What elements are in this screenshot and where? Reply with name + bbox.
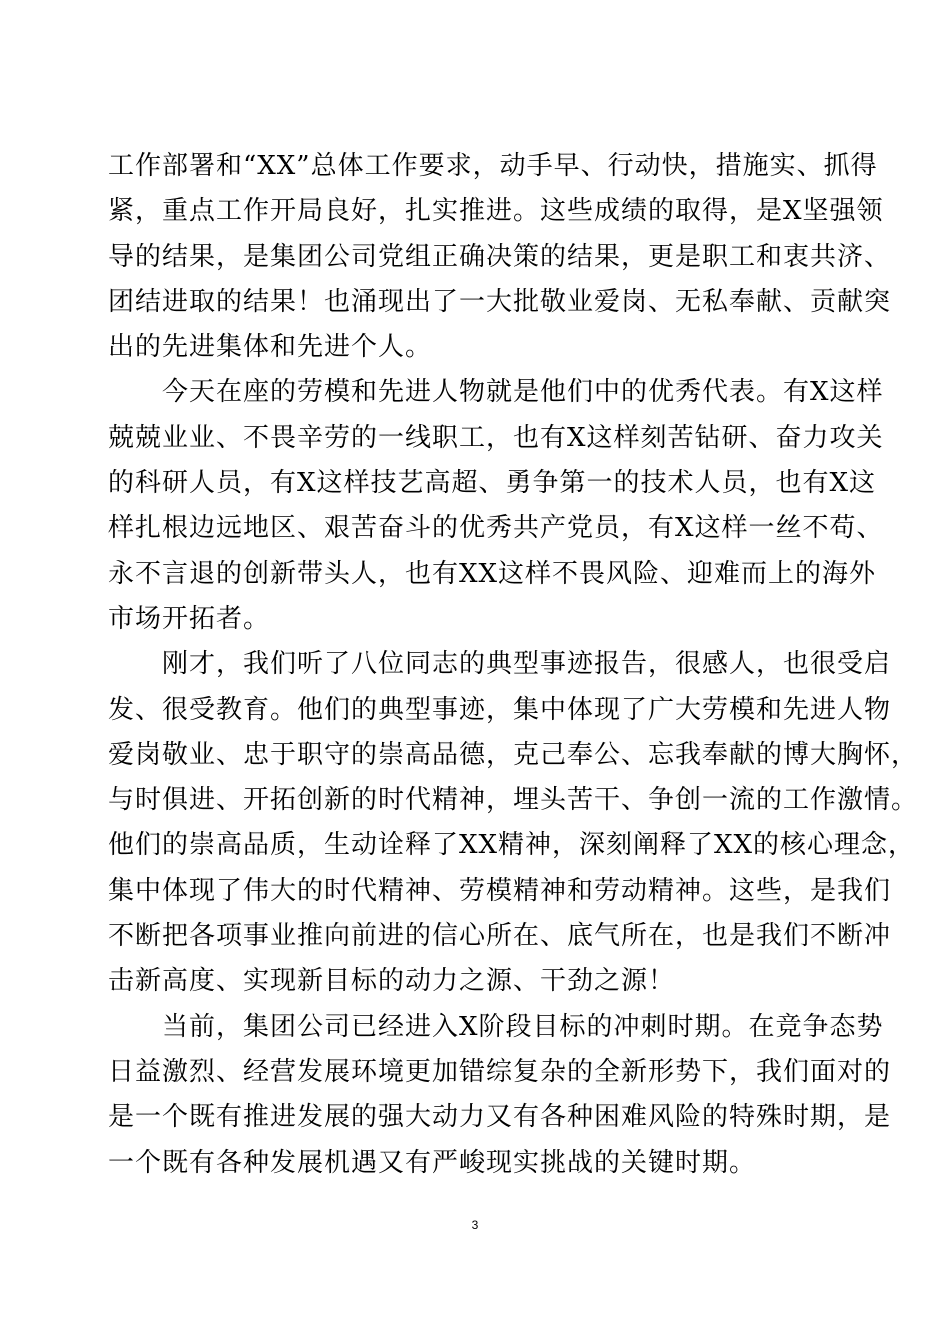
text-line: 导的结果，是集团公司党组正确决策的结果，更是职工和衷共济、 xyxy=(108,241,892,272)
text-line: 集中体现了伟大的时代精神、劳模精神和劳动精神。这些，是我们 xyxy=(108,875,892,906)
paragraph-first-line: 当前，集团公司已经进入X阶段目标的冲刺时期。在竞争态势 xyxy=(162,1011,884,1042)
text-line: 爱岗敬业、忠于职守的崇高品德，克己奉公、忘我奉献的博大胸怀， xyxy=(108,739,919,770)
text-line: 出的先进集体和先进个人。 xyxy=(108,332,433,363)
paragraph-first-line: 今天在座的劳模和先进人物就是他们中的优秀代表。有X这样 xyxy=(162,377,884,408)
text-line: 永不言退的创新带头人，也有XX这样不畏风险、迎难而上的海外 xyxy=(108,558,877,589)
document-body xyxy=(108,144,919,1186)
text-line: 他们的崇高品质，生动诠释了XX精神，深刻阐释了XX的核心理念， xyxy=(108,830,916,861)
text-line: 的科研人员，有X这样技艺高超、勇争第一的技术人员，也有X这 xyxy=(108,468,877,499)
text-line: 击新高度、实现新目标的动力之源、干劲之源！ xyxy=(108,966,676,997)
text-line: 日益激烈、经营发展环境更加错综复杂的全新形势下，我们面对的 xyxy=(108,1056,892,1087)
text-line: 紧，重点工作开局良好，扎实推进。这些成绩的取得，是X坚强领 xyxy=(108,196,884,227)
text-line: 不断把各项事业推向前进的信心所在、底气所在，也是我们不断冲 xyxy=(108,921,892,952)
paragraph-first-line: 刚才，我们听了八位同志的典型事迹报告，很感人，也很受启 xyxy=(162,649,892,680)
text-line: 一个既有各种发展机遇又有严峻现实挑战的关键时期。 xyxy=(108,1147,757,1178)
text-line: 与时俱进、开拓创新的时代精神，埋头苦干、争创一流的工作激情。 xyxy=(108,785,919,816)
text-line: 是一个既有推进发展的强大动力又有各种困难风险的特殊时期，是 xyxy=(108,1102,892,1133)
text-line: 市场开拓者。 xyxy=(108,603,271,634)
page-number: 3 xyxy=(471,1218,479,1232)
text-line: 兢兢业业、不畏辛劳的一线职工，也有X这样刻苦钻研、奋力攻关 xyxy=(108,422,884,453)
text-line: 团结进取的结果！也涌现出了一大批敬业爱岗、无私奉献、贡献突 xyxy=(108,286,892,317)
text-line: 样扎根边远地区、艰苦奋斗的优秀共产党员，有X这样一丝不苟、 xyxy=(108,513,884,544)
text-line: 工作部署和“XX”总体工作要求，动手早、行动快，措施实、抓得 xyxy=(108,151,878,181)
text-line: 发、很受教育。他们的典型事迹，集中体现了广大劳模和先进人物 xyxy=(108,694,892,725)
